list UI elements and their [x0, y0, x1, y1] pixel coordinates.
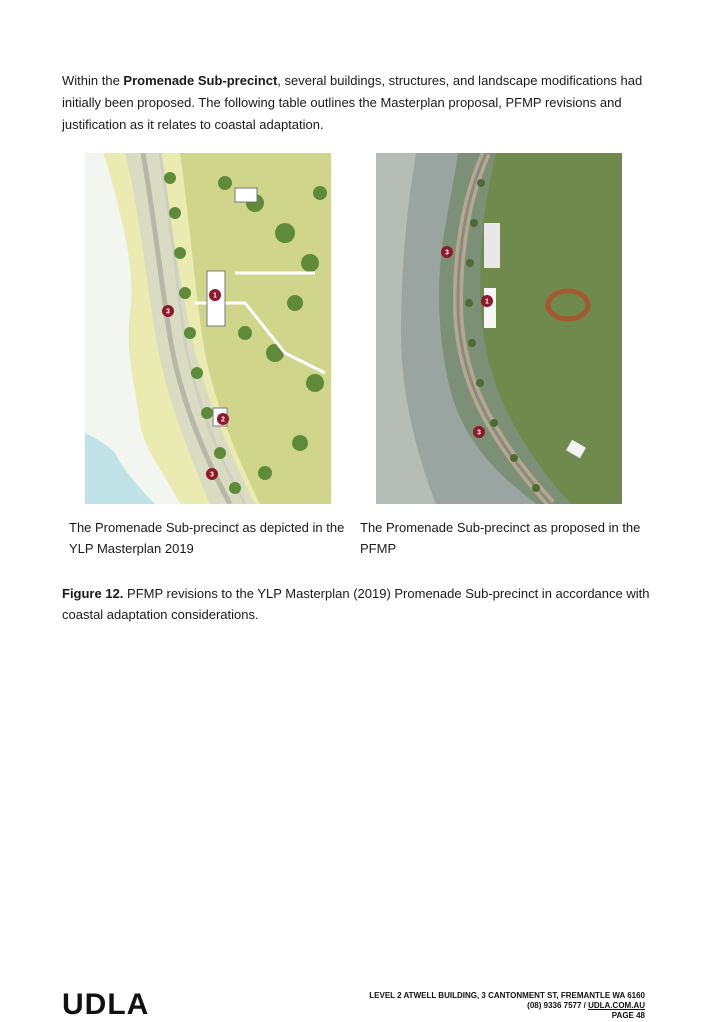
footer-phone-line [369, 1001, 645, 1011]
intro-text-after: , several buildings, structures, and landscape modifications had initially been proposed. The following table outlines the Masterplan proposal, PFMP revisions and justification as it relates to coastal adaptation. [62, 73, 643, 132]
masterplan-map-illustration [85, 153, 331, 504]
pfmp-marker-3: 3 [445, 249, 449, 257]
pfmp-caption: The Promenade Sub-precinct as proposed in the PFMP [360, 520, 641, 556]
figure-label: Figure 12. [62, 586, 124, 601]
map-marker-2: 2 [221, 416, 225, 424]
pfmp-map-image [376, 153, 622, 504]
footer-contact [369, 991, 645, 1021]
masterplan-map-image [85, 153, 331, 504]
masterplan-caption: The Promenade Sub-precinct as depicted in the YLP Masterplan 2019 [69, 520, 345, 556]
footer-separator: / [581, 1001, 589, 1010]
footer-address: LEVEL 2 ATWELL BUILDING, 3 CANTONMENT ST, FREMANTLE WA 6160 [369, 991, 645, 1000]
pfmp-map-illustration [376, 153, 622, 504]
figure-text: PFMP revisions to the YLP Masterplan (2019) Promenade Sub-precinct in accordance with coastal adaptation considerations. [62, 586, 650, 622]
intro-text-before: Within the [62, 73, 124, 88]
page-number: PAGE 48 [611, 1011, 645, 1020]
pfmp-marker-3b: 3 [477, 429, 481, 437]
udla-logo: UDLA [62, 988, 150, 1021]
figure-caption [62, 583, 652, 625]
intro-text-bold: Promenade Sub-precinct [123, 73, 278, 88]
map-marker-3b: 3 [210, 471, 214, 479]
footer-phone: (08) 9336 7577 [527, 1001, 582, 1010]
map-marker-3: 3 [166, 308, 170, 316]
footer-website-link[interactable]: UDLA.COM.AU [588, 1001, 645, 1010]
intro-paragraph [62, 70, 652, 136]
pfmp-marker-1: 1 [485, 298, 489, 306]
map-marker-1: 1 [213, 292, 217, 300]
